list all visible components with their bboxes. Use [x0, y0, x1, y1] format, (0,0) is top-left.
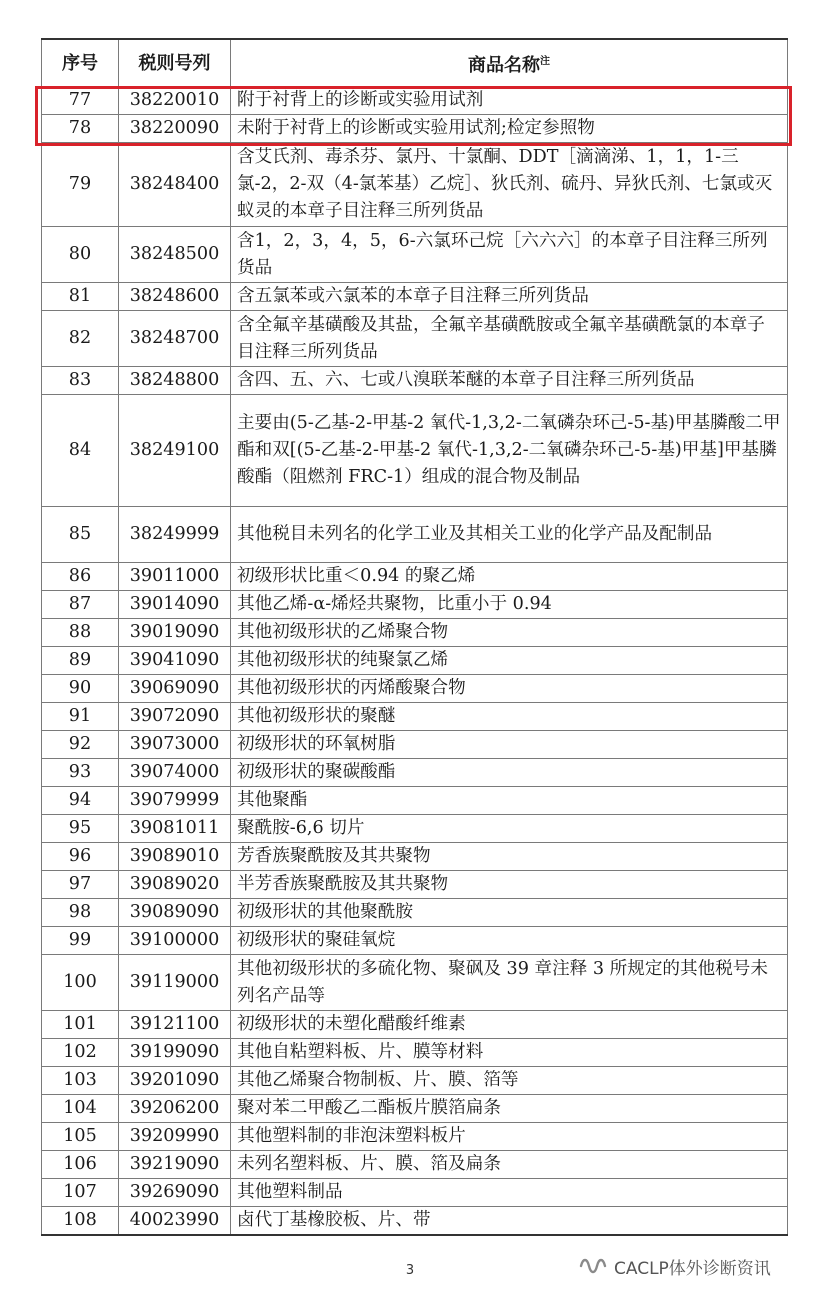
row-code: 39014090 — [119, 591, 231, 619]
row-name: 附于衬背上的诊断或实验用试剂 — [231, 87, 788, 115]
row-no: 104 — [42, 1095, 119, 1123]
table-row — [42, 1123, 788, 1151]
row-name: 未附于衬背上的诊断或实验用试剂;检定参照物 — [231, 115, 788, 143]
table-header-row — [42, 39, 788, 87]
row-code: 38249100 — [119, 395, 231, 507]
table-row — [42, 1179, 788, 1207]
row-no: 108 — [42, 1207, 119, 1236]
row-name: 其他乙烯-α-烯烃共聚物，比重小于 0.94 — [231, 591, 788, 619]
row-code: 38248600 — [119, 283, 231, 311]
row-code: 38248700 — [119, 311, 231, 367]
row-no: 87 — [42, 591, 119, 619]
row-no: 78 — [42, 115, 119, 143]
row-no: 89 — [42, 647, 119, 675]
row-code: 39089090 — [119, 899, 231, 927]
row-no: 99 — [42, 927, 119, 955]
row-code: 39072090 — [119, 703, 231, 731]
row-code: 39019090 — [119, 619, 231, 647]
table-row — [42, 703, 788, 731]
row-code: 39011000 — [119, 563, 231, 591]
row-name: 其他塑料制的非泡沫塑料板片 — [231, 1123, 788, 1151]
table-row — [42, 731, 788, 759]
table-row — [42, 283, 788, 311]
table-row — [42, 1011, 788, 1039]
table-row — [42, 227, 788, 283]
header-no: 序号 — [42, 39, 119, 87]
table-row — [42, 367, 788, 395]
table-row — [42, 1151, 788, 1179]
row-name: 其他自粘塑料板、片、膜等材料 — [231, 1039, 788, 1067]
row-code: 39121100 — [119, 1011, 231, 1039]
row-no: 105 — [42, 1123, 119, 1151]
row-name: 其他初级形状的多硫化物、聚砜及 39 章注释 3 所规定的其他税号未列名产品等 — [231, 955, 788, 1011]
row-name: 其他税目未列名的化学工业及其相关工业的化学产品及配制品 — [231, 507, 788, 563]
row-code: 39199090 — [119, 1039, 231, 1067]
row-name: 其他聚酯 — [231, 787, 788, 815]
row-name: 主要由(5-乙基-2-甲基-2 氧代-1,3,2-二氧磷杂环己-5-基)甲基膦酸二甲酯和双[(5-乙基-2-甲基-2 氧代-1,3,2-二氧磷杂环己-5-基)甲基]甲基膦酸酯（阻燃剂 FRC-1）组成的混合物及制品 — [231, 395, 788, 507]
header-name-label: 商品名称 — [468, 54, 540, 76]
row-code: 39206200 — [119, 1095, 231, 1123]
row-no: 85 — [42, 507, 119, 563]
table-row — [42, 87, 788, 115]
row-code: 40023990 — [119, 1207, 231, 1236]
row-code: 39119000 — [119, 955, 231, 1011]
row-name: 含1，2，3，4，5，6-六氯环己烷［六六六］的本章子目注释三所列货品 — [231, 227, 788, 283]
row-name: 含全氟辛基磺酸及其盐，全氟辛基磺酰胺或全氟辛基磺酰氯的本章子目注释三所列货品 — [231, 311, 788, 367]
tariff-table — [41, 38, 788, 1236]
row-no: 101 — [42, 1011, 119, 1039]
row-name: 含五氯苯或六氯苯的本章子目注释三所列货品 — [231, 283, 788, 311]
row-no: 91 — [42, 703, 119, 731]
row-code: 39100000 — [119, 927, 231, 955]
row-code: 39079999 — [119, 787, 231, 815]
row-no: 93 — [42, 759, 119, 787]
table-row — [42, 1039, 788, 1067]
row-no: 80 — [42, 227, 119, 283]
row-name: 聚对苯二甲酸乙二酯板片膜箔扁条 — [231, 1095, 788, 1123]
row-code: 39219090 — [119, 1151, 231, 1179]
row-name: 初级形状的聚硅氧烷 — [231, 927, 788, 955]
row-name: 聚酰胺-6,6 切片 — [231, 815, 788, 843]
row-code: 38220090 — [119, 115, 231, 143]
row-name: 半芳香族聚酰胺及其共聚物 — [231, 871, 788, 899]
row-name: 未列名塑料板、片、膜、箔及扁条 — [231, 1151, 788, 1179]
row-no: 77 — [42, 87, 119, 115]
row-no: 100 — [42, 955, 119, 1011]
row-no: 103 — [42, 1067, 119, 1095]
row-code: 39089010 — [119, 843, 231, 871]
row-code: 39069090 — [119, 675, 231, 703]
table-row — [42, 787, 788, 815]
row-code: 38249999 — [119, 507, 231, 563]
table-row — [42, 1207, 788, 1236]
row-name: 含四、五、六、七或八溴联苯醚的本章子目注释三所列货品 — [231, 367, 788, 395]
table-row — [42, 927, 788, 955]
table-row — [42, 899, 788, 927]
table-row — [42, 843, 788, 871]
row-code: 39081011 — [119, 815, 231, 843]
row-name: 初级形状的其他聚酰胺 — [231, 899, 788, 927]
row-no: 88 — [42, 619, 119, 647]
table-row — [42, 563, 788, 591]
row-name: 其他初级形状的纯聚氯乙烯 — [231, 647, 788, 675]
row-no: 106 — [42, 1151, 119, 1179]
row-no: 82 — [42, 311, 119, 367]
table-row — [42, 815, 788, 843]
wechat-channel-icon — [578, 1254, 608, 1278]
row-no: 92 — [42, 731, 119, 759]
table-row — [42, 115, 788, 143]
watermark — [578, 1252, 771, 1280]
row-code: 38248800 — [119, 367, 231, 395]
table-row — [42, 871, 788, 899]
table-row — [42, 647, 788, 675]
table-row — [42, 507, 788, 563]
row-name: 含艾氏剂、毒杀芬、氯丹、十氯酮、DDT［滴滴涕、1，1，1-三氯-2，2-双（4-氯苯基）乙烷］、狄氏剂、硫丹、异狄氏剂、七氯或灭蚁灵的本章子目注释三所列货品 — [231, 143, 788, 227]
row-no: 83 — [42, 367, 119, 395]
row-code: 39041090 — [119, 647, 231, 675]
table-row — [42, 591, 788, 619]
row-name: 初级形状的环氧树脂 — [231, 731, 788, 759]
row-no: 98 — [42, 899, 119, 927]
row-name: 其他乙烯聚合物制板、片、膜、箔等 — [231, 1067, 788, 1095]
table-row — [42, 311, 788, 367]
row-code: 39089020 — [119, 871, 231, 899]
row-no: 102 — [42, 1039, 119, 1067]
row-name: 芳香族聚酰胺及其共聚物 — [231, 843, 788, 871]
row-name: 初级形状的未塑化醋酸纤维素 — [231, 1011, 788, 1039]
row-name: 卤代丁基橡胶板、片、带 — [231, 1207, 788, 1236]
table-row — [42, 955, 788, 1011]
row-code: 38248400 — [119, 143, 231, 227]
row-name: 其他塑料制品 — [231, 1179, 788, 1207]
row-name: 其他初级形状的聚醚 — [231, 703, 788, 731]
table-row — [42, 143, 788, 227]
table-row — [42, 675, 788, 703]
table-body — [42, 87, 788, 1236]
row-code: 39073000 — [119, 731, 231, 759]
row-no: 86 — [42, 563, 119, 591]
row-code: 39209990 — [119, 1123, 231, 1151]
table-row — [42, 395, 788, 507]
row-name: 初级形状比重＜0.94 的聚乙烯 — [231, 563, 788, 591]
row-no: 84 — [42, 395, 119, 507]
row-code: 39074000 — [119, 759, 231, 787]
table-row — [42, 619, 788, 647]
row-no: 95 — [42, 815, 119, 843]
table-row — [42, 1067, 788, 1095]
row-no: 94 — [42, 787, 119, 815]
table-row — [42, 759, 788, 787]
row-no: 97 — [42, 871, 119, 899]
header-name — [231, 39, 788, 87]
row-name: 其他初级形状的乙烯聚合物 — [231, 619, 788, 647]
page-number: 3 — [405, 1263, 415, 1278]
row-name: 初级形状的聚碳酸酯 — [231, 759, 788, 787]
row-no: 79 — [42, 143, 119, 227]
row-name: 其他初级形状的丙烯酸聚合物 — [231, 675, 788, 703]
header-name-note: 注 — [540, 55, 550, 67]
row-code: 38248500 — [119, 227, 231, 283]
header-code: 税则号列 — [119, 39, 231, 87]
watermark-text: CACLP体外诊断资讯 — [614, 1258, 771, 1279]
row-code: 39201090 — [119, 1067, 231, 1095]
row-no: 90 — [42, 675, 119, 703]
row-no: 96 — [42, 843, 119, 871]
row-code: 39269090 — [119, 1179, 231, 1207]
row-code: 38220010 — [119, 87, 231, 115]
row-no: 107 — [42, 1179, 119, 1207]
table-row — [42, 1095, 788, 1123]
row-no: 81 — [42, 283, 119, 311]
